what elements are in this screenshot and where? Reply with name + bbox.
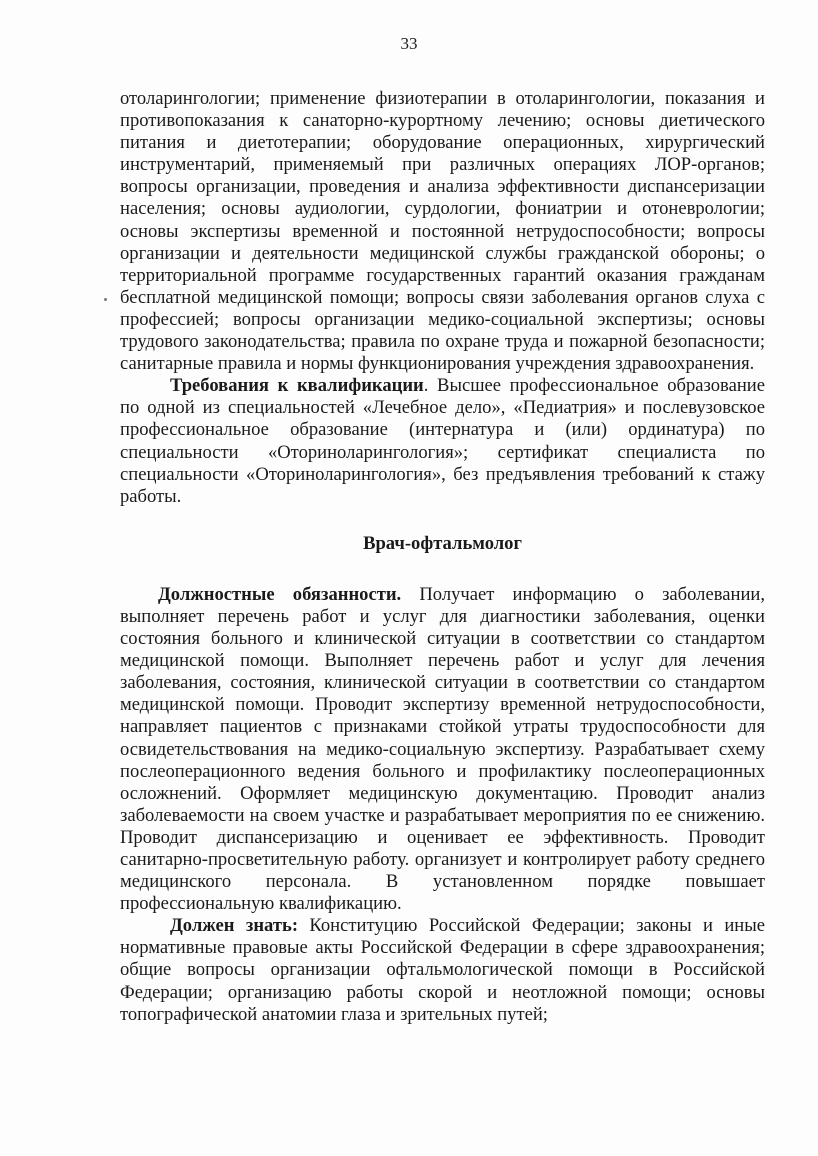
page-number: 33	[400, 34, 418, 53]
scan-artifact-dot	[104, 298, 107, 301]
paragraph-requirements	[120, 375, 765, 508]
requirements-text: . Высшее профессиональное образование по одной из специальностей «Лечебное дело», «Педиатрия» и послевузовское профессиональное образование (интернатура и (или) ординатура) по специальности «Оториноларингология»; сертификат специалиста по специальности «Оториноларингология», без предъявления требований к стажу работы.	[120, 375, 765, 507]
document-body	[120, 88, 765, 1026]
knowledge-label: Должен знать:	[170, 915, 299, 937]
duties-text: Получает информацию о заболевании, выполняет перечень работ и услуг для диагностики заболевания, оценки состояния больного и клинической ситуации в соответствии со стандартом медицинской помощи. Выполняет перечень работ и услуг для лечения заболевания, состояния, клинической ситуации в соответствии со стандартом медицинской помощи. Проводит экспертизу временной нетрудоспособности, направляет пациентов с признаками стойкой утраты трудоспособности для освидетельствования на медико-социальную экспертизу. Разрабатывает схему послеоперационного ведения больного и профилактику послеоперационных осложнений. Оформляет медицинскую документацию. Проводит анализ заболеваемости на своем участке и разрабатывает мероприятия по ее снижению. Проводит диспансеризацию и оценивает ее эффективность. Проводит санитарно-просветительную работу. организует и контролирует работу среднего медицинского персонала. В установленном порядке повышает профессиональную квалификацию.	[120, 583, 765, 915]
duties-label: Должностные обязанности.	[158, 583, 402, 605]
paragraph-knowledge	[120, 915, 765, 1025]
knowledge-text: Конституцию Российской Федерации; законы и иные нормативные правовые акты Российской Федерации в сфере здравоохранения; общие вопросы организации офтальмологической помощи в Российской Федерации; организацию работы скорой и неотложной помощи; основы топографической анатомии глаза и зрительных путей;	[120, 915, 765, 1025]
requirements-label: Требования к квалификации	[170, 375, 424, 397]
paragraph-duties	[120, 584, 765, 915]
section-title: Врач-офтальмолог	[363, 532, 522, 554]
paragraph-continued: отоларингологии; применение физиотерапии в отоларингологии, показания и противопоказания к санаторно-курортному лечению; основы диетического питания и диетотерапии; оборудование операционных, хирургический инструментарий, применяемый при различных операциях ЛОР-органов; вопросы организации, проведения и анализа эффективности диспансеризации населения; основы аудиологии, сурдологии, фониатрии и отоневрологии; основы экспертизы временной и постоянной нетрудоспособности; вопросы организации и деятельности медицинской службы гражданской обороны; о территориальной программе государственных гарантий оказания гражданам бесплатной медицинской помощи; вопросы связи заболевания органов слуха с профессией; вопросы организации медико-социальной экспертизы; основы трудового законодательства; правила по охране труда и пожарной безопасности; санитарные правила и нормы функционирования учреждения здравоохранения.	[120, 88, 765, 375]
